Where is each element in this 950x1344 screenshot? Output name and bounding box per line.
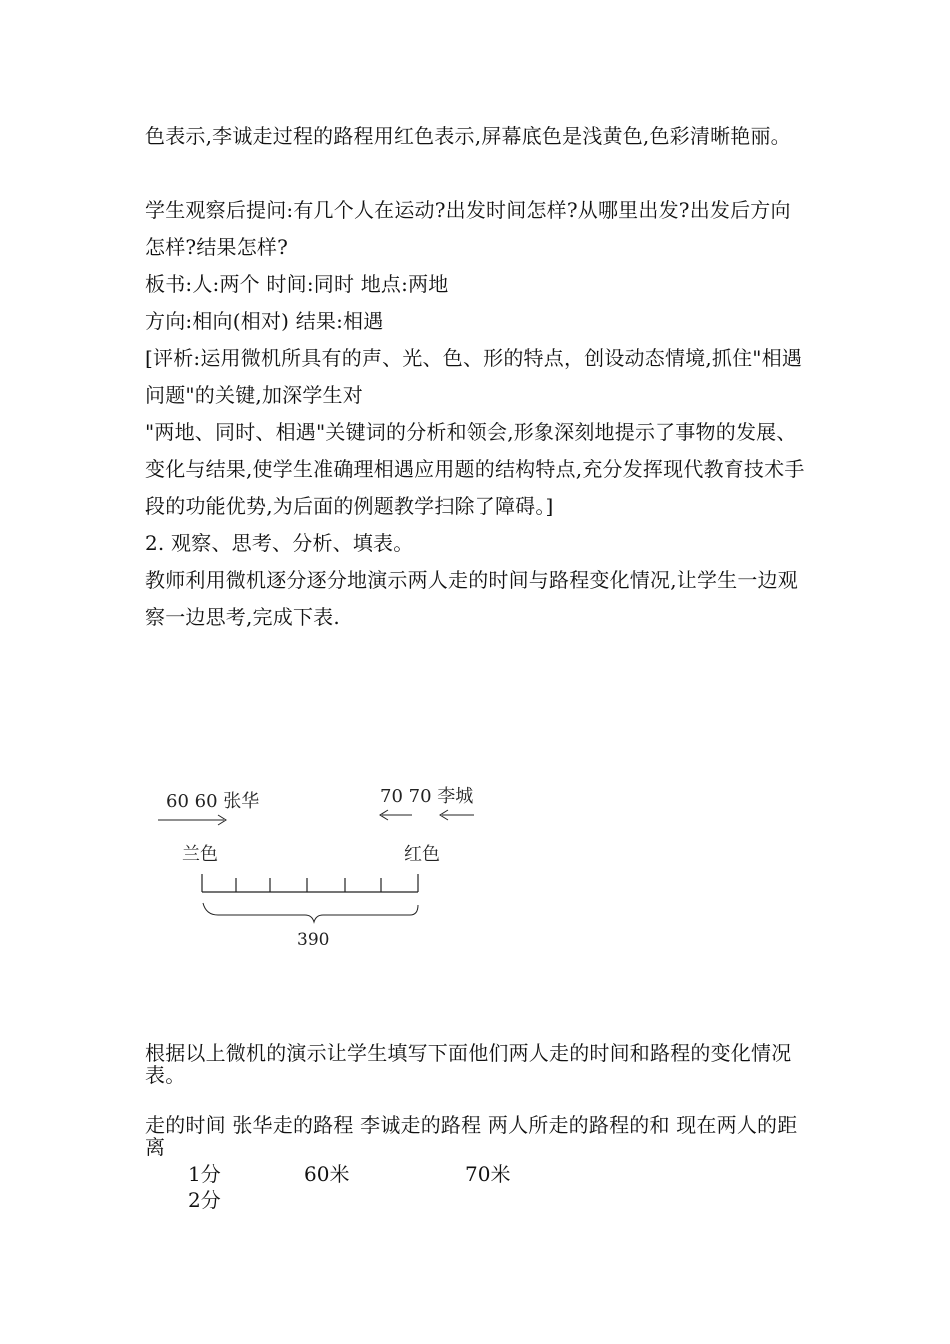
- row-1-zhang-distance: 60米: [304, 1162, 350, 1186]
- paragraph-board-notes-2: 方向:相向(相对) 结果:相遇: [145, 309, 384, 333]
- red-color-label: 红色: [404, 844, 440, 865]
- row-1-time: 1分: [188, 1162, 221, 1186]
- table-header: 走的时间 张华走的路程 李诚走的路程 两人所走的路程的和 现在两人的距离: [145, 1113, 798, 1159]
- li-cheng-label: 70 70 李城: [380, 786, 474, 807]
- total-distance-label: 390: [297, 930, 330, 950]
- paragraph-student-questions: 学生观察后提问:有几个人在运动?出发时间怎样?从哪里出发?出发后方向怎样?结果怎样?: [145, 198, 791, 259]
- paragraph-color-description: 色表示,李诚走过程的路程用红色表示,屏幕底色是浅黄色,色彩清晰艳丽。: [145, 124, 791, 148]
- row-1-li-distance: 70米: [465, 1162, 511, 1186]
- blue-color-label: 兰色: [182, 844, 218, 865]
- distance-brace: [203, 903, 418, 922]
- zhang-hua-label: 60 60 张华: [166, 791, 260, 812]
- paragraph-teacher-demo: 教师利用微机逐分逐分地演示两人走的时间与路程变化情况,让学生一边观察一边思考,完成下表.: [145, 568, 798, 629]
- row-2-time: 2分: [188, 1188, 221, 1212]
- paragraph-board-notes-1: 板书:人:两个 时间:同时 地点:两地: [145, 272, 449, 296]
- paragraph-commentary-1: [评析:运用微机所具有的声、光、色、形的特点，创设动态情境,抓住"相遇问题"的关键,加深学生对: [145, 346, 803, 407]
- road-ticks: [202, 874, 418, 892]
- paragraph-commentary-2: "两地、同时、相遇"关键词的分析和领会,形象深刻地提示了事物的发展、变化与结果,使学生准确理相遇应用题的结构特点,充分发挥现代教育技术手段的功能优势,为后面的例题教学扫除了障碍。]: [145, 420, 805, 518]
- paragraph-fill-table: 根据以上微机的演示让学生填写下面他们两人走的时间和路程的变化情况表。: [145, 1041, 792, 1087]
- paragraph-step-2: 2. 观察、思考、分析、填表。: [145, 531, 414, 555]
